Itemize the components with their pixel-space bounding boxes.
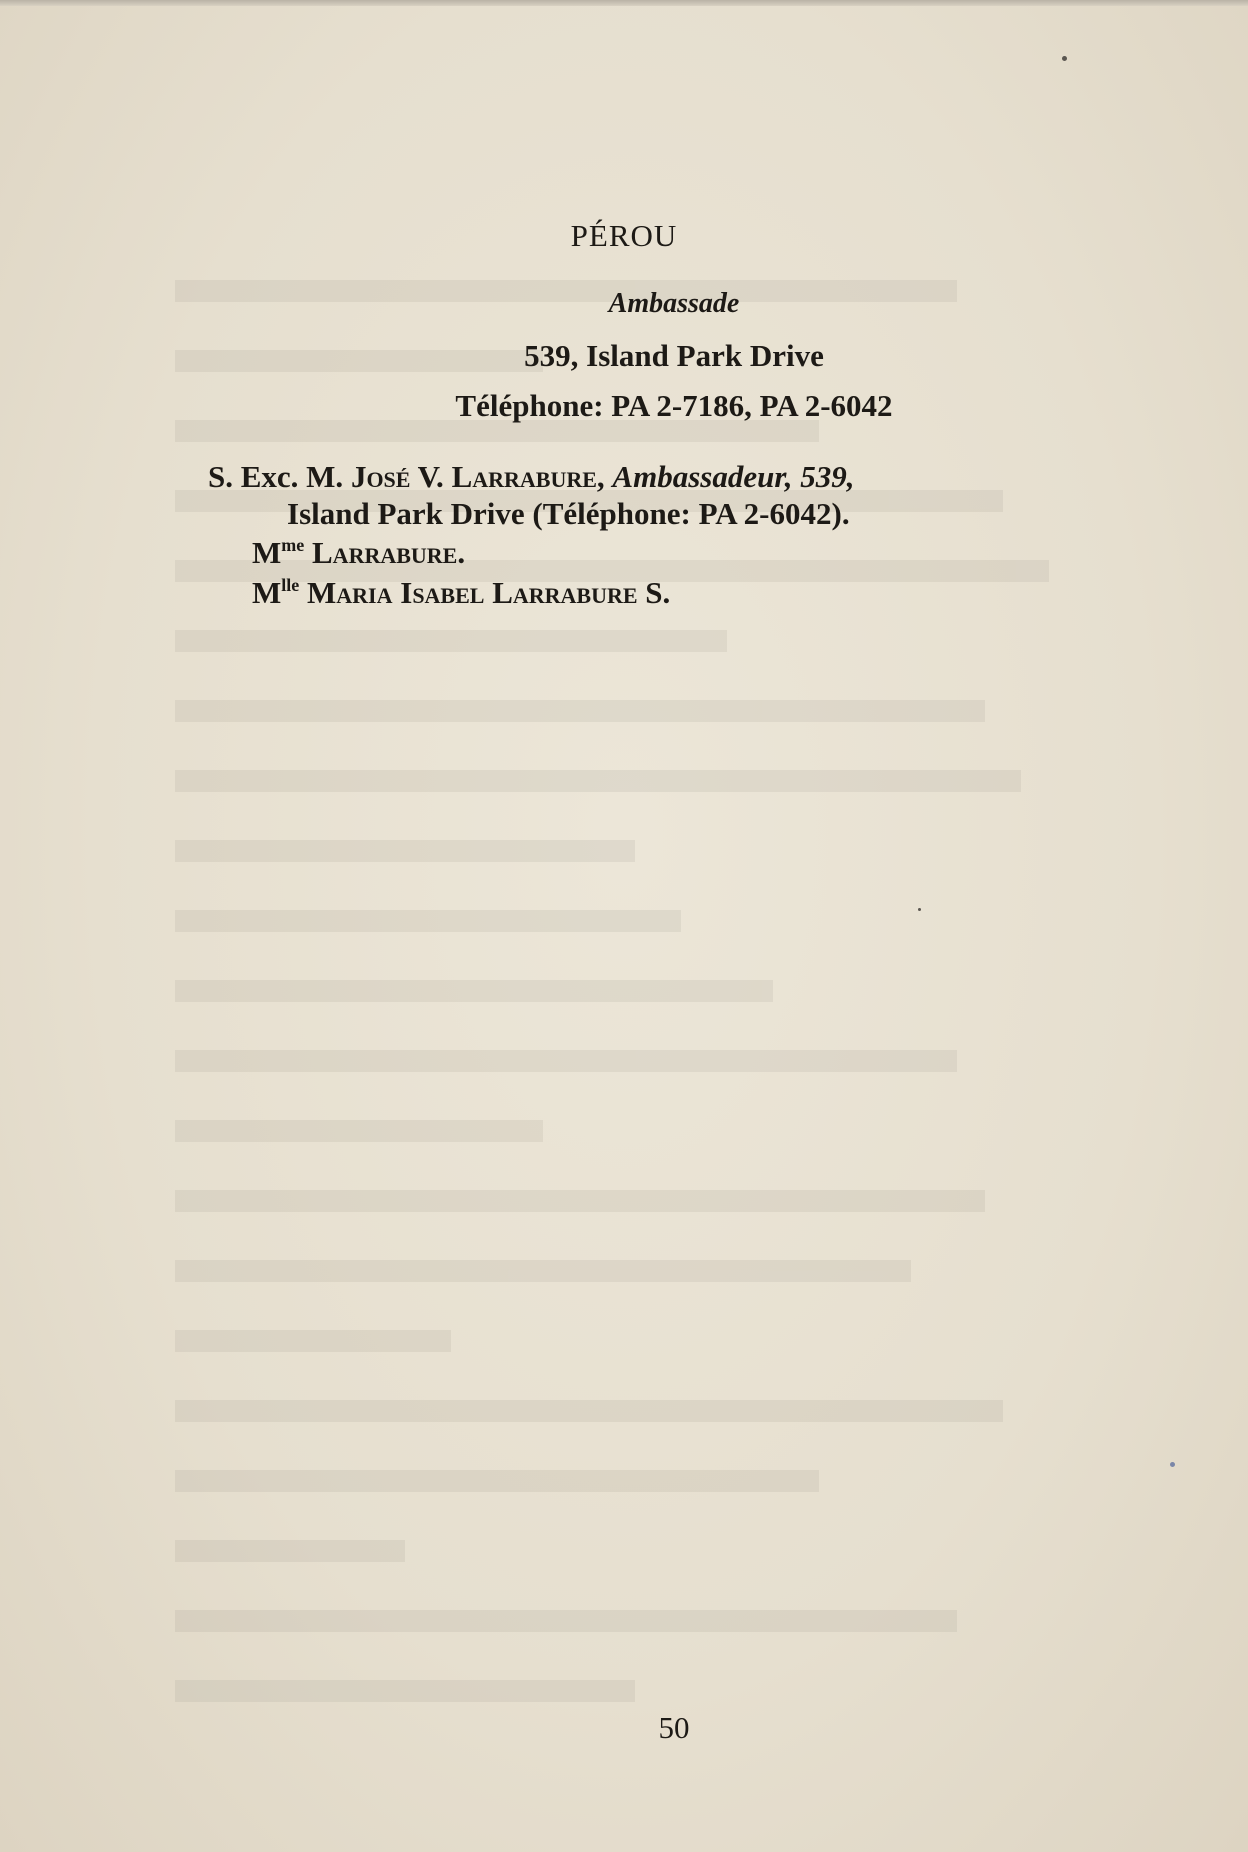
page-number: 50 (658, 1710, 690, 1745)
country-heading: PÉROU (570, 218, 678, 253)
daughter-entry (252, 575, 670, 611)
ambassador-entry-line2: Island Park Drive (Téléphone: PA 2-6042). (287, 496, 850, 531)
embassy-telephone: Téléphone: PA 2-7186, PA 2-6042 (455, 388, 893, 423)
member-abbr: M (252, 575, 282, 610)
first-name: José (350, 459, 411, 494)
page-edge (0, 0, 1248, 6)
member-abbr-sup: lle (281, 575, 300, 595)
embassy-address: 539, Island Park Drive (524, 338, 824, 373)
initial: V. (410, 459, 452, 494)
ambassador-entry (208, 458, 1128, 532)
paper-speck (1062, 56, 1067, 61)
spouse-entry (252, 535, 465, 571)
last-name: Larrabure (451, 459, 597, 494)
ambassador-title: Ambassadeur, 539, (612, 459, 855, 494)
paper-speck (918, 908, 921, 911)
section-heading: Ambassade (608, 288, 740, 319)
honorific: S. Exc. M. (208, 459, 351, 494)
separator: , (596, 459, 613, 494)
paper-speck (1170, 1462, 1175, 1467)
ambassador-entry-line1 (208, 458, 1128, 495)
member-name: Larrabure. (312, 535, 466, 570)
member-name: Maria Isabel Larrabure S. (307, 575, 671, 610)
member-abbr: M (252, 535, 282, 570)
member-abbr-sup: me (281, 535, 305, 555)
